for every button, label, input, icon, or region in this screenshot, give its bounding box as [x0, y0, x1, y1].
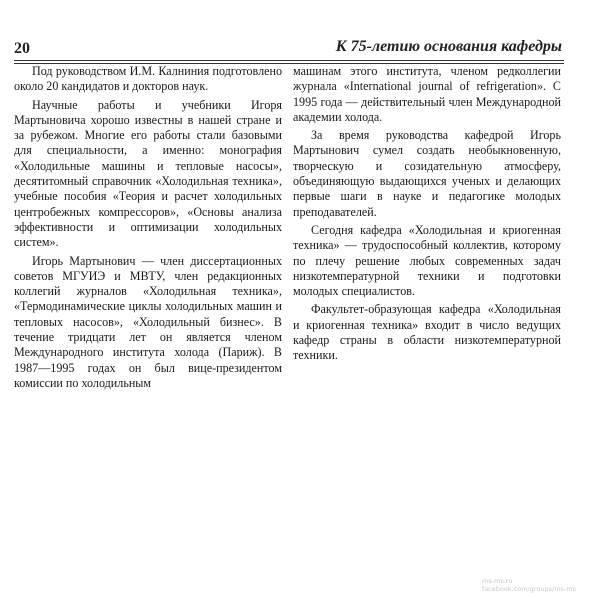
page-number: 20	[14, 40, 30, 57]
paragraph: Игорь Мартынович — член диссертационных советов МГУИЭ и МВТУ, член редакционных коллегий журналов «Холодильная техника», «Термодинамические циклы холодильных машин и тепловых насосов», «Холодильный бизнес». В течение тридцати лет он является членом Международного института холода (Париж). В 1987—1995 годах он был вице-президентом комиссии по холодильным	[14, 253, 282, 390]
paragraph: За время руководства кафедрой Игорь Мартынович сумел создать необыкновенную, творческую и созидательную атмосферу, объединяющую выдающихся ученых и делающих первые шаги в науке и педагогике молодых преподавателей.	[293, 128, 561, 219]
paragraph: Факультет-образующая кафедра «Холодильная и криогенная техника» входит в число ведущих кафедр страны в области низкотемпературной техники.	[293, 302, 561, 363]
right-column	[293, 64, 561, 367]
watermark	[482, 577, 576, 593]
left-column	[14, 64, 282, 394]
watermark-line: facebook.com/groups/ms-ms	[481, 585, 576, 593]
paragraph: Под руководством И.М. Калниния подготовлено около 20 кандидатов и докторов наук.	[14, 64, 282, 94]
header-rule	[14, 60, 564, 61]
running-title: К 75-летию основания кафедры	[335, 38, 562, 55]
paragraph: Сегодня кафедра «Холодильная и криогенная техника» — трудоспособный коллектив, которому по плечу решение любых современных задач низкотемпературной техники и подготовки молодых специалистов.	[293, 222, 561, 299]
paragraph: Научные работы и учебники Игоря Мартыновича хорошо известны в нашей стране и за рубежом. Многие его работы стали базовыми для специальности, а именно: монография «Холодильные машины и тепловые насосы», десятитомный справочник «Холодильная техника», учебные пособия «Теория и расчет холодильных центробежных компрессоров», «Основы анализа эффективности и оптимизации холодильных систем».	[14, 97, 282, 250]
watermark-line: ms-ms.ru	[481, 577, 513, 585]
paragraph-continuation: машинам этого института, членом редколлегии журнала «International journal of refrigeration». С 1995 года — действительный член Международной академии холода.	[293, 64, 561, 124]
